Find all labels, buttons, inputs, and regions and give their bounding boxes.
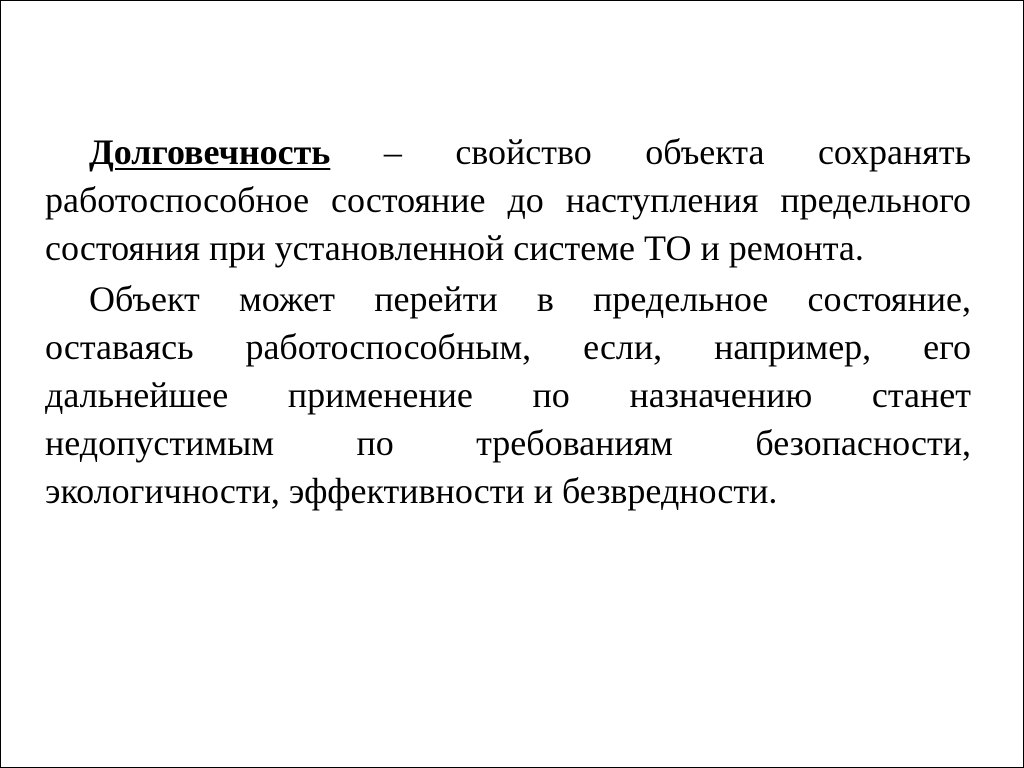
- definition-paragraph: [45, 128, 971, 272]
- explanation-paragraph: Объект может перейти в предельное состояние, оставаясь работоспособным, если, например, его дальнейшее применение по назначению станет недопустимым по требованиям безопасности, экологичности, эффективности и безвредности.: [45, 279, 971, 511]
- slide-content: [45, 128, 971, 515]
- defined-term: Долговечность: [89, 132, 331, 172]
- definition-text: – свойство объекта сохранять работоспособное состояние до наступления предельного состояния при установленной системе ТО и ремонта.: [45, 132, 971, 268]
